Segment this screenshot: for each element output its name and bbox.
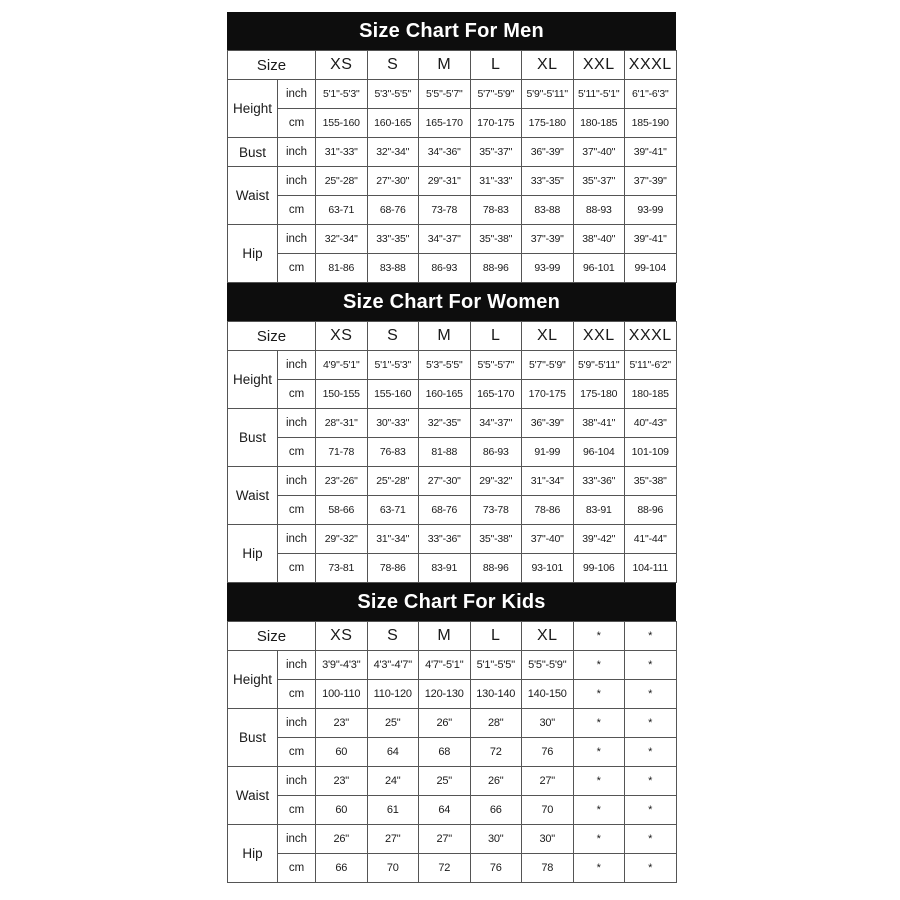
size-value-cell: 25"-28" <box>316 167 368 196</box>
size-value-cell: 39"-41" <box>625 138 677 167</box>
table-row <box>228 409 677 438</box>
unit-label: inch <box>278 167 316 196</box>
size-value-cell: 180-185 <box>573 109 625 138</box>
size-value-cell: 27" <box>419 825 471 854</box>
unit-label: inch <box>278 80 316 109</box>
table-row <box>228 351 677 380</box>
size-value-cell: 38"-40" <box>573 225 625 254</box>
size-value-cell: 26" <box>470 767 522 796</box>
size-value-cell: 25" <box>367 709 419 738</box>
size-value-cell: 78 <box>522 854 574 883</box>
table-row <box>228 554 677 583</box>
table-row <box>228 225 677 254</box>
measurement-label: Hip <box>228 225 278 283</box>
size-value-cell: 5'1"-5'3" <box>316 80 368 109</box>
size-value-cell: 41"-44" <box>625 525 677 554</box>
size-column-header: XXXL <box>625 51 677 80</box>
measurement-label: Bust <box>228 409 278 467</box>
size-value-cell: 23" <box>316 767 368 796</box>
size-label: Size <box>228 322 316 351</box>
size-value-cell: * <box>625 854 677 883</box>
size-value-cell: 99-104 <box>625 254 677 283</box>
size-value-cell: 33"-36" <box>573 467 625 496</box>
size-value-cell: 32"-34" <box>367 138 419 167</box>
size-value-cell: 88-96 <box>625 496 677 525</box>
size-value-cell: 28" <box>470 709 522 738</box>
size-column-header: L <box>470 622 522 651</box>
size-value-cell: 76 <box>470 854 522 883</box>
size-value-cell: 76-83 <box>367 438 419 467</box>
size-value-cell: 64 <box>367 738 419 767</box>
size-value-cell: 29"-32" <box>316 525 368 554</box>
size-value-cell: 37"-40" <box>522 525 574 554</box>
size-value-cell: 175-180 <box>573 380 625 409</box>
size-value-cell: 71-78 <box>316 438 368 467</box>
size-value-cell: 96-101 <box>573 254 625 283</box>
size-value-cell: 83-91 <box>573 496 625 525</box>
chart-title: Size Chart For Kids <box>227 583 676 621</box>
size-value-cell: 78-86 <box>522 496 574 525</box>
size-value-cell: * <box>573 738 625 767</box>
size-value-cell: 99-106 <box>573 554 625 583</box>
size-value-cell: 100-110 <box>316 680 368 709</box>
size-column-header: L <box>470 322 522 351</box>
size-value-cell: 160-165 <box>419 380 471 409</box>
table-row <box>228 196 677 225</box>
measurement-label: Hip <box>228 525 278 583</box>
unit-label: inch <box>278 709 316 738</box>
size-table <box>227 50 677 283</box>
size-header-row <box>228 322 677 351</box>
size-column-header: XXXL <box>625 322 677 351</box>
size-value-cell: 66 <box>316 854 368 883</box>
size-value-cell: 61 <box>367 796 419 825</box>
measurement-label: Waist <box>228 167 278 225</box>
size-value-cell: * <box>573 825 625 854</box>
size-column-header: XL <box>522 51 574 80</box>
measurement-label: Waist <box>228 467 278 525</box>
size-value-cell: 155-160 <box>316 109 368 138</box>
size-value-cell: 140-150 <box>522 680 574 709</box>
size-value-cell: 88-93 <box>573 196 625 225</box>
size-column-header: XS <box>316 322 368 351</box>
unit-label: inch <box>278 651 316 680</box>
size-value-cell: 155-160 <box>367 380 419 409</box>
size-value-cell: 5'11"-5'1" <box>573 80 625 109</box>
measurement-label: Bust <box>228 709 278 767</box>
size-value-cell: 5'11"-6'2" <box>625 351 677 380</box>
size-charts <box>227 12 676 883</box>
unit-label: cm <box>278 196 316 225</box>
size-table <box>227 321 677 583</box>
size-value-cell: 37"-39" <box>522 225 574 254</box>
size-value-cell: 26" <box>316 825 368 854</box>
size-value-cell: 4'7"-5'1" <box>419 651 471 680</box>
size-value-cell: 58-66 <box>316 496 368 525</box>
size-value-cell: 31"-33" <box>470 167 522 196</box>
size-value-cell: * <box>625 796 677 825</box>
size-column-header: * <box>573 622 625 651</box>
size-value-cell: 170-175 <box>522 380 574 409</box>
table-row <box>228 651 677 680</box>
size-value-cell: 32"-34" <box>316 225 368 254</box>
size-value-cell: 40"-43" <box>625 409 677 438</box>
table-row <box>228 796 677 825</box>
size-column-header: XL <box>522 622 574 651</box>
size-value-cell: 27"-30" <box>367 167 419 196</box>
unit-label: inch <box>278 525 316 554</box>
size-value-cell: 72 <box>419 854 471 883</box>
size-value-cell: 130-140 <box>470 680 522 709</box>
unit-label: inch <box>278 138 316 167</box>
size-value-cell: 73-78 <box>419 196 471 225</box>
table-row <box>228 438 677 467</box>
unit-label: inch <box>278 767 316 796</box>
size-value-cell: 30" <box>522 825 574 854</box>
size-value-cell: 150-155 <box>316 380 368 409</box>
size-value-cell: 39"-41" <box>625 225 677 254</box>
size-value-cell: 31"-33" <box>316 138 368 167</box>
size-value-cell: 5'9"-5'11" <box>522 80 574 109</box>
size-value-cell: 68-76 <box>419 496 471 525</box>
size-value-cell: 120-130 <box>419 680 471 709</box>
size-value-cell: 78-86 <box>367 554 419 583</box>
size-value-cell: 73-78 <box>470 496 522 525</box>
size-value-cell: * <box>625 825 677 854</box>
size-value-cell: 5'3"-5'5" <box>419 351 471 380</box>
size-value-cell: 86-93 <box>419 254 471 283</box>
table-row <box>228 80 677 109</box>
table-row <box>228 380 677 409</box>
size-value-cell: 5'5"-5'7" <box>470 351 522 380</box>
size-value-cell: 160-165 <box>367 109 419 138</box>
size-column-header: S <box>367 322 419 351</box>
size-value-cell: 83-88 <box>367 254 419 283</box>
size-value-cell: 76 <box>522 738 574 767</box>
unit-label: inch <box>278 351 316 380</box>
table-row <box>228 680 677 709</box>
unit-label: inch <box>278 225 316 254</box>
size-value-cell: * <box>573 709 625 738</box>
size-column-header: S <box>367 622 419 651</box>
size-value-cell: 27" <box>522 767 574 796</box>
size-value-cell: 5'7"-5'9" <box>522 351 574 380</box>
table-row <box>228 496 677 525</box>
size-value-cell: 29"-31" <box>419 167 471 196</box>
size-value-cell: 81-86 <box>316 254 368 283</box>
size-value-cell: 70 <box>522 796 574 825</box>
size-value-cell: 5'9"-5'11" <box>573 351 625 380</box>
size-value-cell: 35"-38" <box>625 467 677 496</box>
size-value-cell: 83-91 <box>419 554 471 583</box>
size-value-cell: 35"-38" <box>470 525 522 554</box>
size-value-cell: * <box>625 680 677 709</box>
size-value-cell: 34"-37" <box>419 225 471 254</box>
size-value-cell: 78-83 <box>470 196 522 225</box>
table-row <box>228 709 677 738</box>
table-row <box>228 109 677 138</box>
size-column-header: * <box>625 622 677 651</box>
size-value-cell: 36"-39" <box>522 409 574 438</box>
size-value-cell: 37"-40" <box>573 138 625 167</box>
size-value-cell: 60 <box>316 796 368 825</box>
size-value-cell: * <box>625 651 677 680</box>
size-value-cell: 68-76 <box>367 196 419 225</box>
size-value-cell: 5'7"-5'9" <box>470 80 522 109</box>
size-value-cell: 170-175 <box>470 109 522 138</box>
size-value-cell: 33"-36" <box>419 525 471 554</box>
size-value-cell: 37"-39" <box>625 167 677 196</box>
unit-label: cm <box>278 554 316 583</box>
size-label: Size <box>228 51 316 80</box>
size-header-row <box>228 51 677 80</box>
unit-label: cm <box>278 496 316 525</box>
size-value-cell: 30" <box>522 709 574 738</box>
table-row <box>228 738 677 767</box>
size-value-cell: 93-99 <box>625 196 677 225</box>
measurement-label: Height <box>228 351 278 409</box>
unit-label: cm <box>278 796 316 825</box>
size-value-cell: 25"-28" <box>367 467 419 496</box>
size-column-header: XS <box>316 622 368 651</box>
size-value-cell: 26" <box>419 709 471 738</box>
size-value-cell: 5'3"-5'5" <box>367 80 419 109</box>
size-value-cell: 38"-41" <box>573 409 625 438</box>
size-value-cell: 24" <box>367 767 419 796</box>
size-value-cell: 88-96 <box>470 254 522 283</box>
size-value-cell: 29"-32" <box>470 467 522 496</box>
chart-title: Size Chart For Women <box>227 283 676 321</box>
size-table <box>227 621 677 883</box>
size-value-cell: 70 <box>367 854 419 883</box>
size-column-header: M <box>419 322 471 351</box>
unit-label: inch <box>278 467 316 496</box>
size-value-cell: * <box>625 767 677 796</box>
size-value-cell: * <box>573 680 625 709</box>
size-value-cell: 33"-35" <box>367 225 419 254</box>
size-label: Size <box>228 622 316 651</box>
size-value-cell: 4'9"-5'1" <box>316 351 368 380</box>
measurement-label: Waist <box>228 767 278 825</box>
size-column-header: S <box>367 51 419 80</box>
size-value-cell: 35"-38" <box>470 225 522 254</box>
size-value-cell: * <box>573 796 625 825</box>
measurement-label: Bust <box>228 138 278 167</box>
size-value-cell: 101-109 <box>625 438 677 467</box>
measurement-label: Hip <box>228 825 278 883</box>
size-column-header: XXL <box>573 51 625 80</box>
size-value-cell: 180-185 <box>625 380 677 409</box>
size-value-cell: 93-101 <box>522 554 574 583</box>
size-value-cell: 165-170 <box>470 380 522 409</box>
size-value-cell: 104-111 <box>625 554 677 583</box>
size-value-cell: 5'1"-5'5" <box>470 651 522 680</box>
size-value-cell: 96-104 <box>573 438 625 467</box>
unit-label: cm <box>278 854 316 883</box>
size-value-cell: 60 <box>316 738 368 767</box>
size-column-header: XXL <box>573 322 625 351</box>
unit-label: cm <box>278 738 316 767</box>
measurement-label: Height <box>228 80 278 138</box>
size-value-cell: 73-81 <box>316 554 368 583</box>
table-row <box>228 525 677 554</box>
size-column-header: XL <box>522 322 574 351</box>
unit-label: inch <box>278 409 316 438</box>
size-value-cell: 5'1"-5'3" <box>367 351 419 380</box>
size-value-cell: 35"-37" <box>573 167 625 196</box>
size-value-cell: 72 <box>470 738 522 767</box>
size-column-header: L <box>470 51 522 80</box>
size-value-cell: 83-88 <box>522 196 574 225</box>
size-value-cell: 30"-33" <box>367 409 419 438</box>
size-value-cell: 25" <box>419 767 471 796</box>
size-header-row <box>228 622 677 651</box>
size-value-cell: 27"-30" <box>419 467 471 496</box>
size-value-cell: 63-71 <box>367 496 419 525</box>
size-value-cell: 88-96 <box>470 554 522 583</box>
size-value-cell: 31"-34" <box>522 467 574 496</box>
size-value-cell: 35"-37" <box>470 138 522 167</box>
size-value-cell: 6'1"-6'3" <box>625 80 677 109</box>
size-column-header: XS <box>316 51 368 80</box>
size-value-cell: 165-170 <box>419 109 471 138</box>
unit-label: cm <box>278 380 316 409</box>
unit-label: inch <box>278 825 316 854</box>
chart-title: Size Chart For Men <box>227 12 676 50</box>
size-value-cell: 86-93 <box>470 438 522 467</box>
size-value-cell: 91-99 <box>522 438 574 467</box>
size-value-cell: * <box>625 709 677 738</box>
size-value-cell: 175-180 <box>522 109 574 138</box>
size-value-cell: 66 <box>470 796 522 825</box>
size-value-cell: * <box>573 854 625 883</box>
size-value-cell: 4'3"-4'7" <box>367 651 419 680</box>
size-value-cell: 32"-35" <box>419 409 471 438</box>
measurement-label: Height <box>228 651 278 709</box>
size-value-cell: 28"-31" <box>316 409 368 438</box>
size-value-cell: * <box>573 767 625 796</box>
size-column-header: M <box>419 51 471 80</box>
size-value-cell: * <box>625 738 677 767</box>
size-value-cell: 34"-37" <box>470 409 522 438</box>
table-row <box>228 825 677 854</box>
size-value-cell: 110-120 <box>367 680 419 709</box>
table-row <box>228 467 677 496</box>
unit-label: cm <box>278 680 316 709</box>
table-row <box>228 254 677 283</box>
size-value-cell: * <box>573 651 625 680</box>
table-row <box>228 854 677 883</box>
size-value-cell: 64 <box>419 796 471 825</box>
size-value-cell: 34"-36" <box>419 138 471 167</box>
size-value-cell: 93-99 <box>522 254 574 283</box>
unit-label: cm <box>278 109 316 138</box>
size-value-cell: 31"-34" <box>367 525 419 554</box>
unit-label: cm <box>278 438 316 467</box>
table-row <box>228 167 677 196</box>
size-value-cell: 81-88 <box>419 438 471 467</box>
size-value-cell: 185-190 <box>625 109 677 138</box>
size-value-cell: 30" <box>470 825 522 854</box>
size-value-cell: 36"-39" <box>522 138 574 167</box>
size-value-cell: 27" <box>367 825 419 854</box>
size-column-header: M <box>419 622 471 651</box>
size-value-cell: 23" <box>316 709 368 738</box>
unit-label: cm <box>278 254 316 283</box>
size-value-cell: 63-71 <box>316 196 368 225</box>
size-value-cell: 39"-42" <box>573 525 625 554</box>
size-value-cell: 5'5"-5'9" <box>522 651 574 680</box>
table-row <box>228 767 677 796</box>
size-value-cell: 68 <box>419 738 471 767</box>
size-value-cell: 5'5"-5'7" <box>419 80 471 109</box>
table-row <box>228 138 677 167</box>
size-value-cell: 23"-26" <box>316 467 368 496</box>
size-value-cell: 3'9"-4'3" <box>316 651 368 680</box>
size-value-cell: 33"-35" <box>522 167 574 196</box>
